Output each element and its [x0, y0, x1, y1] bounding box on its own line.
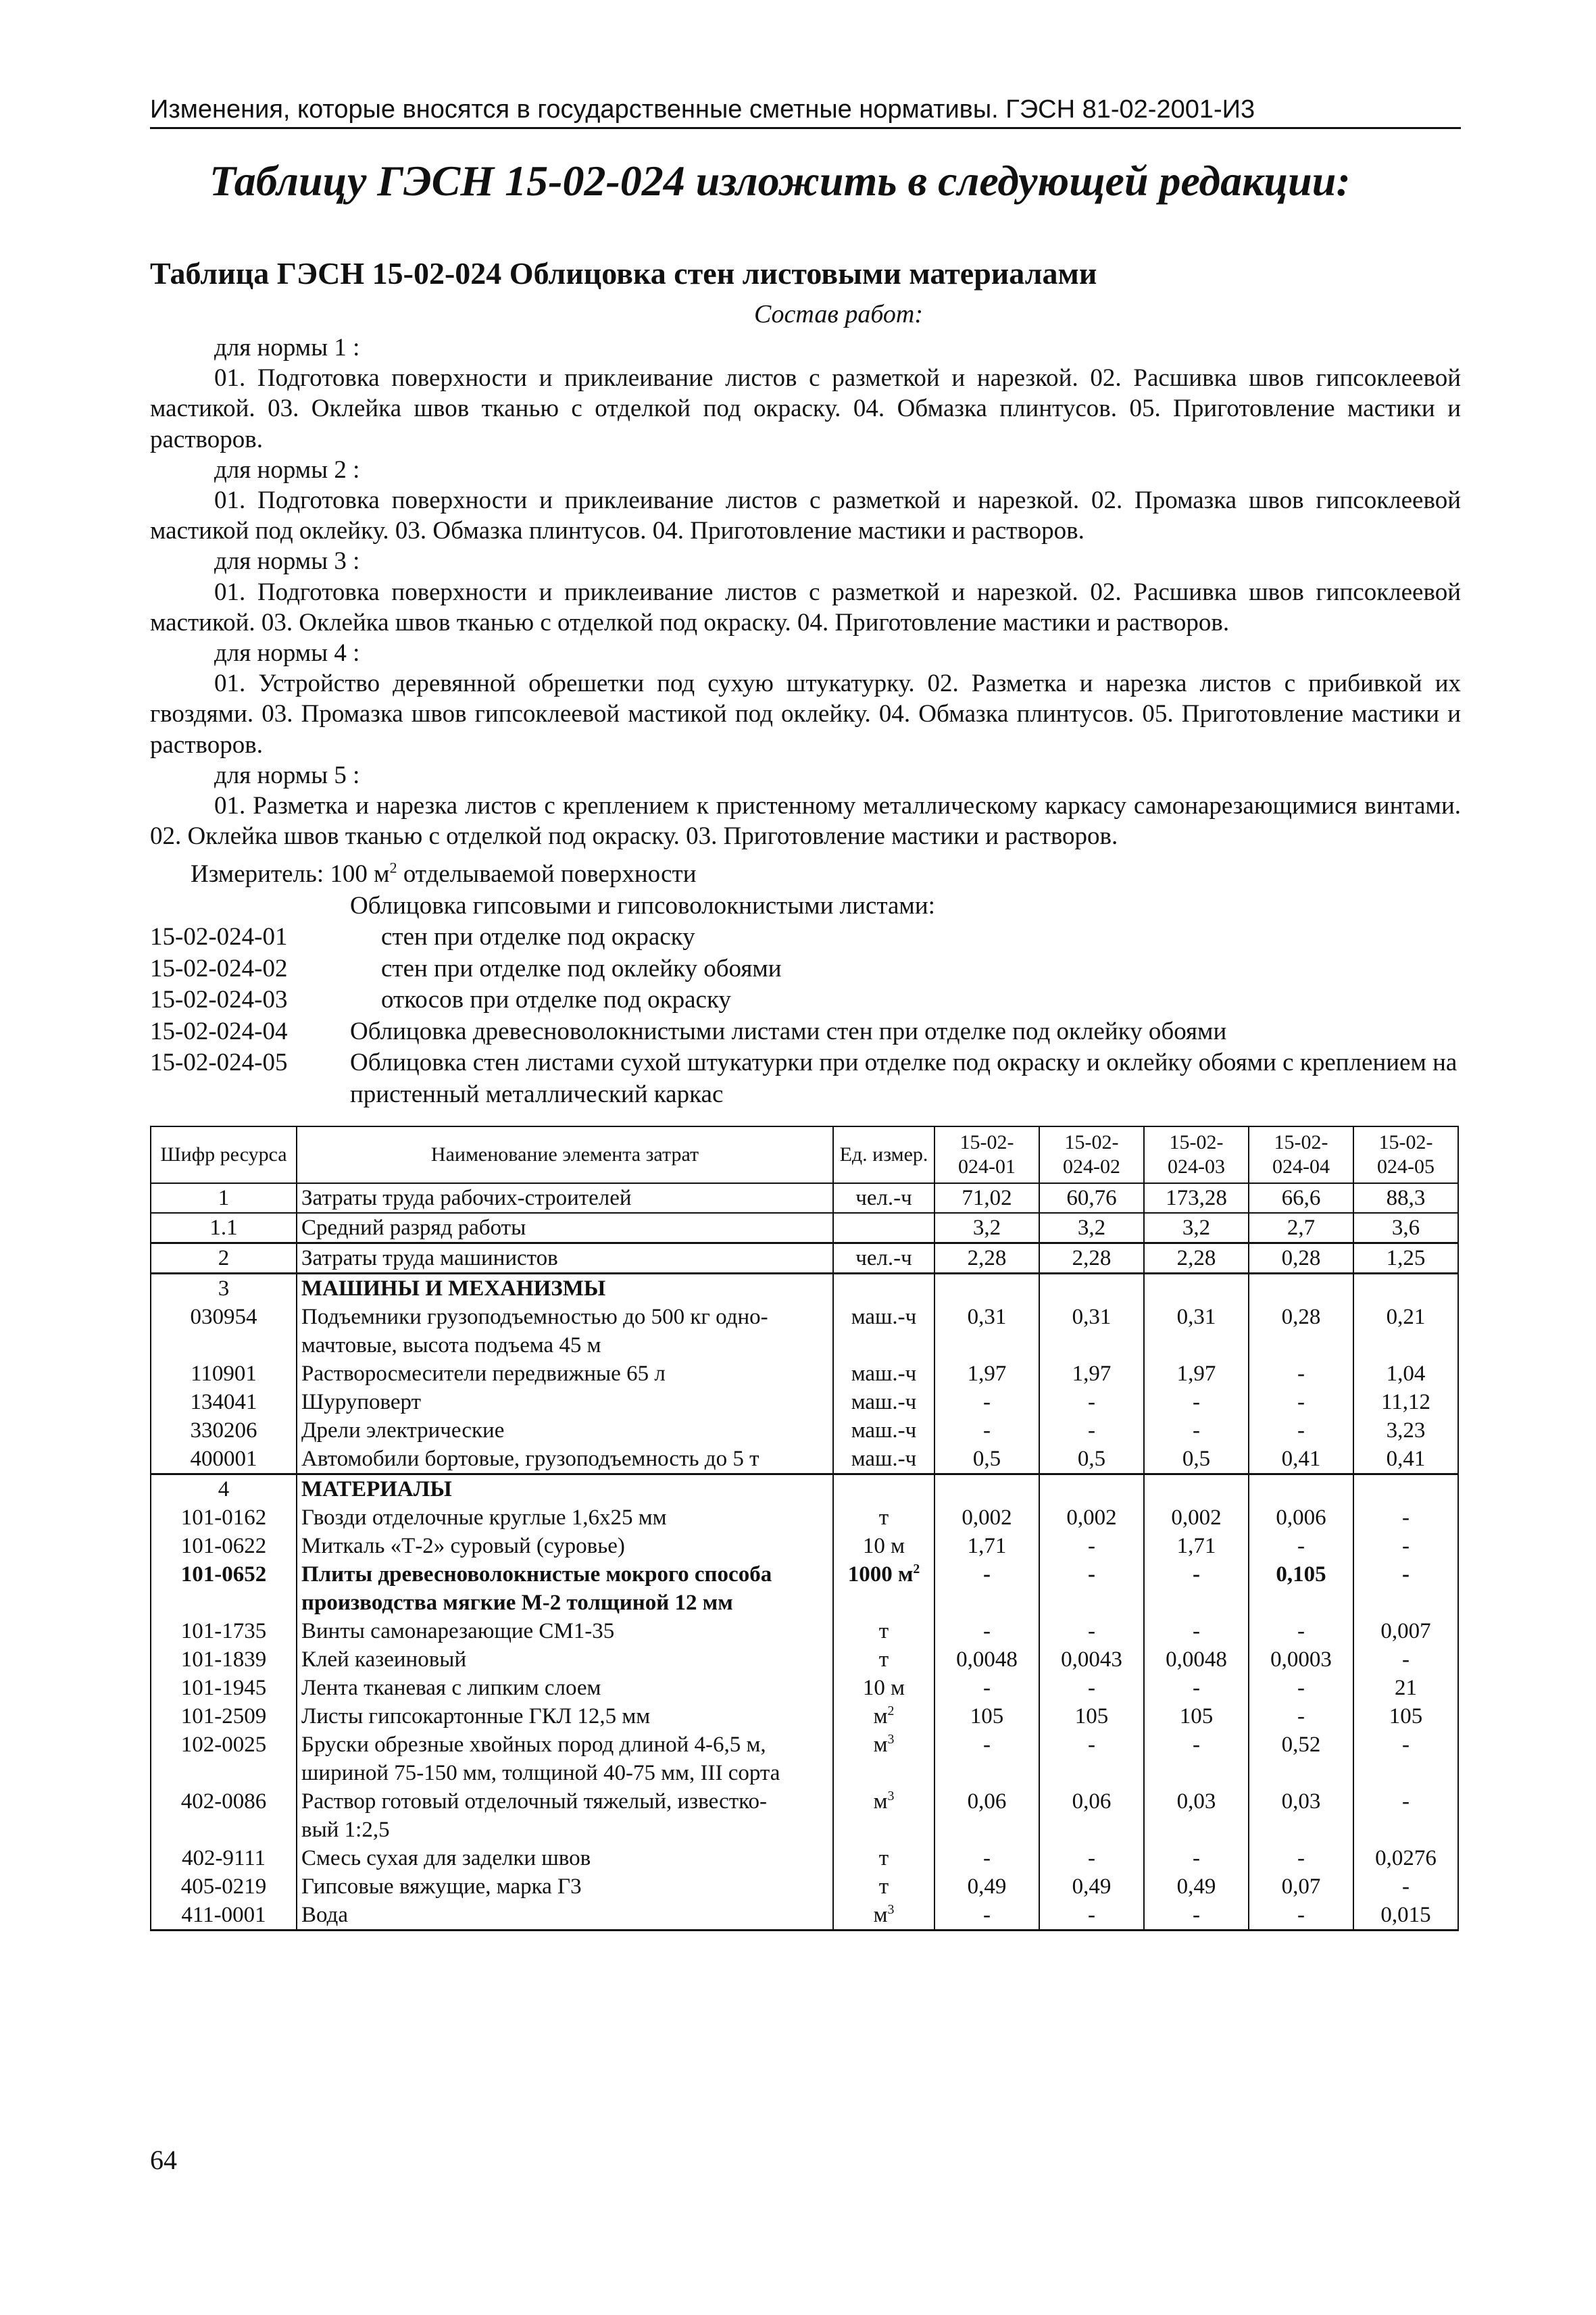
value-norm-02: 0,002 — [1039, 1503, 1144, 1532]
value-norm-03: - — [1144, 1901, 1249, 1931]
unit-cell: т — [833, 1503, 934, 1532]
value-norm-02 — [1039, 1474, 1144, 1504]
composition-label: Состав работ: — [753, 300, 924, 328]
norm-description: откосов при отделке под окраску — [381, 986, 731, 1014]
value-norm-04: 0,105 — [1249, 1560, 1353, 1617]
value-norm-01: 1,97 — [934, 1360, 1039, 1388]
value-norm-05: - — [1353, 1645, 1458, 1674]
value-norm-04: - — [1249, 1388, 1353, 1416]
resource-code-cell: 101-1735 — [151, 1617, 297, 1645]
norm-description: Облицовка стен листами сухой штукатурки при отделке под окраску и оклейку обоями с креплением на пристенный металлический каркас — [350, 1049, 1457, 1108]
resource-name-cell: Миткаль «Т-2» суровый (суровье) — [297, 1532, 833, 1560]
value-norm-04 — [1249, 1474, 1353, 1504]
unit-cell: $м^3$ — [833, 1731, 934, 1787]
value-norm-02: - — [1039, 1674, 1144, 1702]
running-header: Изменения, которые вносятся в государственные сметные нормативы. ГЭСН 81-02-2001-И3 — [150, 93, 1461, 129]
resource-code-cell: 110901 — [151, 1360, 297, 1388]
resource-name-cell: Лента тканевая с липким слоем — [297, 1674, 833, 1702]
value-norm-01: 0,5 — [934, 1445, 1039, 1474]
value-norm-05: 1,25 — [1353, 1243, 1458, 1274]
table-row — [151, 1731, 1458, 1787]
unit-cell: $м^3$ — [833, 1787, 934, 1844]
resource-code-cell: 1.1 — [151, 1213, 297, 1243]
value-norm-05: 0,0276 — [1353, 1844, 1458, 1872]
header-norm-03: 15-02- 024-03 — [1144, 1126, 1249, 1183]
value-norm-05 — [1353, 1474, 1458, 1504]
resource-code-cell: 101-1945 — [151, 1674, 297, 1702]
value-norm-02: - — [1039, 1532, 1144, 1560]
value-norm-01: 3,2 — [934, 1213, 1039, 1243]
value-norm-04 — [1249, 1274, 1353, 1303]
resource-code-cell: 4 — [151, 1474, 297, 1504]
header-norm-02: 15-02- 024-02 — [1039, 1126, 1144, 1183]
value-norm-05: 21 — [1353, 1674, 1458, 1702]
value-norm-03: - — [1144, 1416, 1249, 1445]
value-norm-01: 1,71 — [934, 1532, 1039, 1560]
resource-code-cell: 101-0622 — [151, 1532, 297, 1560]
value-norm-04: - — [1249, 1674, 1353, 1702]
resource-name-cell: Вода — [297, 1901, 833, 1931]
value-norm-02: 0,31 — [1039, 1303, 1144, 1360]
norm-code: 15-02-024-01 — [150, 923, 288, 951]
work-composition — [150, 332, 1461, 851]
value-norm-03: 1,97 — [1144, 1360, 1249, 1388]
norm-1-text: 01. Подготовка поверхности и приклеивание листов с разметкой и нарезкой. 02. Расшивка швов гипсоклеевой мастикой. 03. Оклейка швов тканью с отделкой под окраску. 04. Обмазка плинтусов. 05. Приготовление мастики и растворов. — [150, 364, 1461, 453]
value-norm-01: - — [934, 1617, 1039, 1645]
resource-name-cell: Гвозди отделочные круглые 1,6х25 мм — [297, 1503, 833, 1532]
resource-name-cell: Средний разряд работы — [297, 1213, 833, 1243]
norms-list — [150, 922, 1461, 1110]
unit-cell: 10 м — [833, 1532, 934, 1560]
value-norm-05: 0,41 — [1353, 1445, 1458, 1474]
value-norm-03: 105 — [1144, 1702, 1249, 1731]
resource-name-cell: Шуруповерт — [297, 1388, 833, 1416]
resource-name-cell: Затраты труда машинистов — [297, 1243, 833, 1274]
header-norm-04: 15-02- 024-04 — [1249, 1126, 1353, 1183]
value-norm-02: - — [1039, 1617, 1144, 1645]
value-norm-04: 2,7 — [1249, 1213, 1353, 1243]
value-norm-04: - — [1249, 1532, 1353, 1560]
value-norm-05: - — [1353, 1503, 1458, 1532]
value-norm-02: - — [1039, 1844, 1144, 1872]
measurer-value: 100 м — [330, 860, 390, 888]
table-row — [151, 1416, 1458, 1445]
value-norm-03: 2,28 — [1144, 1243, 1249, 1274]
value-norm-05: 11,12 — [1353, 1388, 1458, 1416]
value-norm-01: - — [934, 1674, 1039, 1702]
resource-code-cell: 101-0162 — [151, 1503, 297, 1532]
value-norm-03: 0,002 — [1144, 1503, 1249, 1532]
table-row — [151, 1303, 1458, 1360]
value-norm-05: - — [1353, 1787, 1458, 1844]
table-row — [151, 1532, 1458, 1560]
norm-description: Облицовка древесноволокнистыми листами стен при отделке под оклейку обоями — [350, 1017, 1227, 1045]
resource-code-cell: 402-0086 — [151, 1787, 297, 1844]
unit-cell: чел.-ч — [833, 1183, 934, 1213]
value-norm-02: 3,2 — [1039, 1213, 1144, 1243]
unit-cell: т — [833, 1872, 934, 1901]
resource-name-cell: Смесь сухая для заделки швов — [297, 1844, 833, 1872]
table-row — [151, 1503, 1458, 1532]
value-norm-03: - — [1144, 1560, 1249, 1617]
value-norm-04: 0,0003 — [1249, 1645, 1353, 1674]
value-norm-01: 0,31 — [934, 1303, 1039, 1360]
measurer-label: Измеритель: — [191, 860, 324, 888]
value-norm-05: 0,21 — [1353, 1303, 1458, 1360]
value-norm-03: 3,2 — [1144, 1213, 1249, 1243]
table-row — [151, 1388, 1458, 1416]
norm-row — [150, 1016, 1461, 1048]
value-norm-01: 0,002 — [934, 1503, 1039, 1532]
unit-cell: $м^3$ — [833, 1901, 934, 1931]
value-norm-05: 105 — [1353, 1702, 1458, 1731]
value-norm-01: 0,06 — [934, 1787, 1039, 1844]
value-norm-04: - — [1249, 1702, 1353, 1731]
resource-code-cell: 405-0219 — [151, 1872, 297, 1901]
value-norm-04: 0,52 — [1249, 1731, 1353, 1787]
value-norm-01 — [934, 1474, 1039, 1504]
value-norm-05: 0,015 — [1353, 1901, 1458, 1931]
unit-cell: т — [833, 1617, 934, 1645]
value-norm-04: 0,006 — [1249, 1503, 1353, 1532]
value-norm-01: - — [934, 1731, 1039, 1787]
group-description: Облицовка гипсовыми и гипсоволокнистыми листами: — [350, 892, 935, 920]
resource-code-cell: 2 — [151, 1243, 297, 1274]
resource-code-cell: 1 — [151, 1183, 297, 1213]
value-norm-03: - — [1144, 1731, 1249, 1787]
resource-name-cell: Подъемники грузоподъемностью до 500 кг одно- мачтовые, высота подъема 45 м — [297, 1303, 833, 1360]
value-norm-04: 0,07 — [1249, 1872, 1353, 1901]
header-norm-01: 15-02- 024-01 — [934, 1126, 1039, 1183]
header-name: Наименование элемента затрат — [297, 1126, 833, 1183]
value-norm-01: - — [934, 1416, 1039, 1445]
value-norm-02: 105 — [1039, 1702, 1144, 1731]
resource-name-cell: Гипсовые вяжущие, марка Г3 — [297, 1872, 833, 1901]
resource-name-cell: Раствор готовый отделочный тяжелый, известко- вый 1:2,5 — [297, 1787, 833, 1844]
unit-cell: 10 м — [833, 1674, 934, 1702]
unit-cell: т — [833, 1844, 934, 1872]
value-norm-04: - — [1249, 1360, 1353, 1388]
table-row — [151, 1243, 1458, 1274]
unit-cell: маш.-ч — [833, 1388, 934, 1416]
value-norm-02: - — [1039, 1901, 1144, 1931]
norm-code: 15-02-024-04 — [150, 1017, 288, 1045]
value-norm-04: 0,28 — [1249, 1303, 1353, 1360]
unit-cell: чел.-ч — [833, 1243, 934, 1274]
value-norm-03: 0,49 — [1144, 1872, 1249, 1901]
header-unit: Ед. измер. — [833, 1126, 934, 1183]
value-norm-05: - — [1353, 1872, 1458, 1901]
value-norm-02: 0,06 — [1039, 1787, 1144, 1844]
unit-cell — [833, 1213, 934, 1243]
value-norm-01: 2,28 — [934, 1243, 1039, 1274]
table-row — [151, 1645, 1458, 1674]
norm-row — [150, 1047, 1461, 1110]
value-norm-04: - — [1249, 1844, 1353, 1872]
value-norm-03: 173,28 — [1144, 1183, 1249, 1213]
value-norm-02: - — [1039, 1731, 1144, 1787]
resource-code-cell: 400001 — [151, 1445, 297, 1474]
instruction-heading: Таблицу ГЭСН 15-02-024 изложить в следующей редакции: — [209, 157, 1351, 205]
value-norm-03: 0,5 — [1144, 1445, 1249, 1474]
value-norm-05: 0,007 — [1353, 1617, 1458, 1645]
value-norm-05 — [1353, 1274, 1458, 1303]
value-norm-02: 0,0043 — [1039, 1645, 1144, 1674]
value-norm-03 — [1144, 1474, 1249, 1504]
value-norm-04: 0,41 — [1249, 1445, 1353, 1474]
value-norm-03: 1,71 — [1144, 1532, 1249, 1560]
unit-cell: маш.-ч — [833, 1303, 934, 1360]
measurer — [191, 859, 697, 890]
value-norm-02: - — [1039, 1388, 1144, 1416]
section-row — [151, 1274, 1458, 1303]
resource-table — [150, 1126, 1459, 1931]
resource-code-cell: 101-1839 — [151, 1645, 297, 1674]
measurer-exponent: 2 — [389, 859, 397, 876]
value-norm-03: - — [1144, 1674, 1249, 1702]
value-norm-04: - — [1249, 1416, 1353, 1445]
resource-name-cell: Автомобили бортовые, грузоподъемность до 5 т — [297, 1445, 833, 1474]
table-row — [151, 1360, 1458, 1388]
value-norm-01: - — [934, 1844, 1039, 1872]
norm-row — [150, 985, 1461, 1016]
section-row — [151, 1474, 1458, 1504]
norm-code: 15-02-024-02 — [150, 954, 288, 982]
value-norm-01: - — [934, 1388, 1039, 1416]
table-row — [151, 1674, 1458, 1702]
norm-2-text: 01. Подготовка поверхности и приклеивание листов с разметкой и нарезкой. 02. Промазка швов гипсоклеевой мастикой под оклейку. 03. Обмазка плинтусов. 04. Приготовление мастики и растворов. — [150, 487, 1461, 545]
header-code: Шифр ресурса — [151, 1126, 297, 1183]
unit-cell: $м^2$ — [833, 1702, 934, 1731]
value-norm-03 — [1144, 1274, 1249, 1303]
table-row — [151, 1844, 1458, 1872]
unit-cell — [833, 1474, 934, 1504]
value-norm-03: 0,0048 — [1144, 1645, 1249, 1674]
value-norm-01: 105 — [934, 1702, 1039, 1731]
resource-code-cell: 3 — [151, 1274, 297, 1303]
value-norm-05: 3,23 — [1353, 1416, 1458, 1445]
value-norm-04: 0,28 — [1249, 1243, 1353, 1274]
table-header-row — [151, 1126, 1458, 1183]
norm-3-text: 01. Подготовка поверхности и приклеивание листов с разметкой и нарезкой. 02. Расшивка швов гипсоклеевой мастикой. 03. Оклейка швов тканью с отделкой под окраску. 04. Приготовление мастики и растворов. — [150, 578, 1461, 637]
header-norm-05: 15-02- 024-05 — [1353, 1126, 1458, 1183]
table-row — [151, 1560, 1458, 1617]
value-norm-04: 0,03 — [1249, 1787, 1353, 1844]
norm-code: 15-02-024-05 — [150, 1049, 288, 1076]
resource-code-cell: 402-9111 — [151, 1844, 297, 1872]
value-norm-01: 71,02 — [934, 1183, 1039, 1213]
norm-row — [150, 922, 1461, 953]
value-norm-04: - — [1249, 1901, 1353, 1931]
value-norm-01: 0,49 — [934, 1872, 1039, 1901]
unit-cell: т — [833, 1645, 934, 1674]
value-norm-03: - — [1144, 1388, 1249, 1416]
value-norm-01: 0,0048 — [934, 1645, 1039, 1674]
unit-cell — [833, 1274, 934, 1303]
resource-name-cell: Винты самонарезающие СМ1-35 — [297, 1617, 833, 1645]
table-row — [151, 1183, 1458, 1213]
resource-code-cell: 134041 — [151, 1388, 297, 1416]
value-norm-02 — [1039, 1274, 1144, 1303]
unit-cell: маш.-ч — [833, 1445, 934, 1474]
resource-name-cell: Бруски обрезные хвойных пород длиной 4-6,5 м, шириной 75-150 мм, толщиной 40-75 мм, III сорта — [297, 1731, 833, 1787]
resource-code-cell: 030954 — [151, 1303, 297, 1360]
resource-code-cell: 101-2509 — [151, 1702, 297, 1731]
resource-code-cell: 101-0652 — [151, 1560, 297, 1617]
resource-name-cell: Дрели электрические — [297, 1416, 833, 1445]
value-norm-05: - — [1353, 1532, 1458, 1560]
table-title: Таблица ГЭСН 15-02-024 Облицовка стен листовыми материалами — [150, 256, 1097, 291]
value-norm-03: 0,03 — [1144, 1787, 1249, 1844]
norm-5-label: для нормы 5 : — [214, 761, 360, 789]
norm-description: стен при отделке под оклейку обоями — [381, 954, 782, 982]
norm-code: 15-02-024-03 — [150, 986, 288, 1014]
value-norm-02: 0,5 — [1039, 1445, 1144, 1474]
resource-code-cell: 102-0025 — [151, 1731, 297, 1787]
value-norm-02: - — [1039, 1560, 1144, 1617]
value-norm-05: 88,3 — [1353, 1183, 1458, 1213]
resource-name-cell: Затраты труда рабочих-строителей — [297, 1183, 833, 1213]
table-row — [151, 1872, 1458, 1901]
resource-name-cell: Клей казеиновый — [297, 1645, 833, 1674]
value-norm-05: 3,6 — [1353, 1213, 1458, 1243]
value-norm-02: - — [1039, 1416, 1144, 1445]
resource-name-cell: Листы гипсокартонные ГКЛ 12,5 мм — [297, 1702, 833, 1731]
resource-code-cell: 411-0001 — [151, 1901, 297, 1931]
value-norm-02: 0,49 — [1039, 1872, 1144, 1901]
table-row — [151, 1445, 1458, 1474]
table-row — [151, 1213, 1458, 1243]
norm-description: стен при отделке под окраску — [381, 923, 695, 951]
section-machines: МАШИНЫ И МЕХАНИЗМЫ — [297, 1274, 833, 1303]
section-materials: МАТЕРИАЛЫ — [297, 1474, 833, 1504]
norm-5-text: 01. Разметка и нарезка листов с креплением к пристенному металлическому каркасу самонарезающимися винтами. 02. Оклейка швов тканью с отделкой под окраску. 03. Приготовление мастики и растворов. — [150, 792, 1461, 851]
resource-name-cell: Растворосмесители передвижные 65 л — [297, 1360, 833, 1388]
value-norm-03: - — [1144, 1617, 1249, 1645]
value-norm-02: 60,76 — [1039, 1183, 1144, 1213]
value-norm-05: - — [1353, 1560, 1458, 1617]
value-norm-05: - — [1353, 1731, 1458, 1787]
table-row — [151, 1702, 1458, 1731]
norm-2-label: для нормы 2 : — [214, 455, 360, 484]
value-norm-04: 66,6 — [1249, 1183, 1353, 1213]
table-row — [151, 1787, 1458, 1844]
table-row — [151, 1901, 1458, 1931]
value-norm-01 — [934, 1274, 1039, 1303]
value-norm-03: 0,31 — [1144, 1303, 1249, 1360]
page-number: 64 — [150, 2145, 177, 2175]
unit-cell: 1000 $м^2$ — [833, 1560, 934, 1617]
norm-row — [150, 953, 1461, 985]
value-norm-03: - — [1144, 1844, 1249, 1872]
resource-code-cell: 330206 — [151, 1416, 297, 1445]
value-norm-04: - — [1249, 1617, 1353, 1645]
value-norm-02: 2,28 — [1039, 1243, 1144, 1274]
measurer-rest: отделываемой поверхности — [403, 860, 697, 888]
resource-name-cell: Плиты древесноволокнистые мокрого способа производства мягкие М-2 толщиной 12 мм — [297, 1560, 833, 1617]
unit-cell: маш.-ч — [833, 1360, 934, 1388]
norm-1-label: для нормы 1 : — [214, 334, 360, 362]
unit-cell: маш.-ч — [833, 1416, 934, 1445]
value-norm-01: - — [934, 1560, 1039, 1617]
norm-3-label: для нормы 3 : — [214, 547, 360, 576]
value-norm-02: 1,97 — [1039, 1360, 1144, 1388]
table-row — [151, 1617, 1458, 1645]
value-norm-01: - — [934, 1901, 1039, 1931]
norm-4-label: для нормы 4 : — [214, 639, 360, 668]
value-norm-05: 1,04 — [1353, 1360, 1458, 1388]
norm-4-text: 01. Устройство деревянной обрешетки под сухую штукатурку. 02. Разметка и нарезка листов с прибивкой их гвоздями. 03. Промазка швов гипсоклеевой мастикой под оклейку. 04. Обмазка плинтусов. 05. Приготовление мастики и растворов. — [150, 670, 1461, 759]
